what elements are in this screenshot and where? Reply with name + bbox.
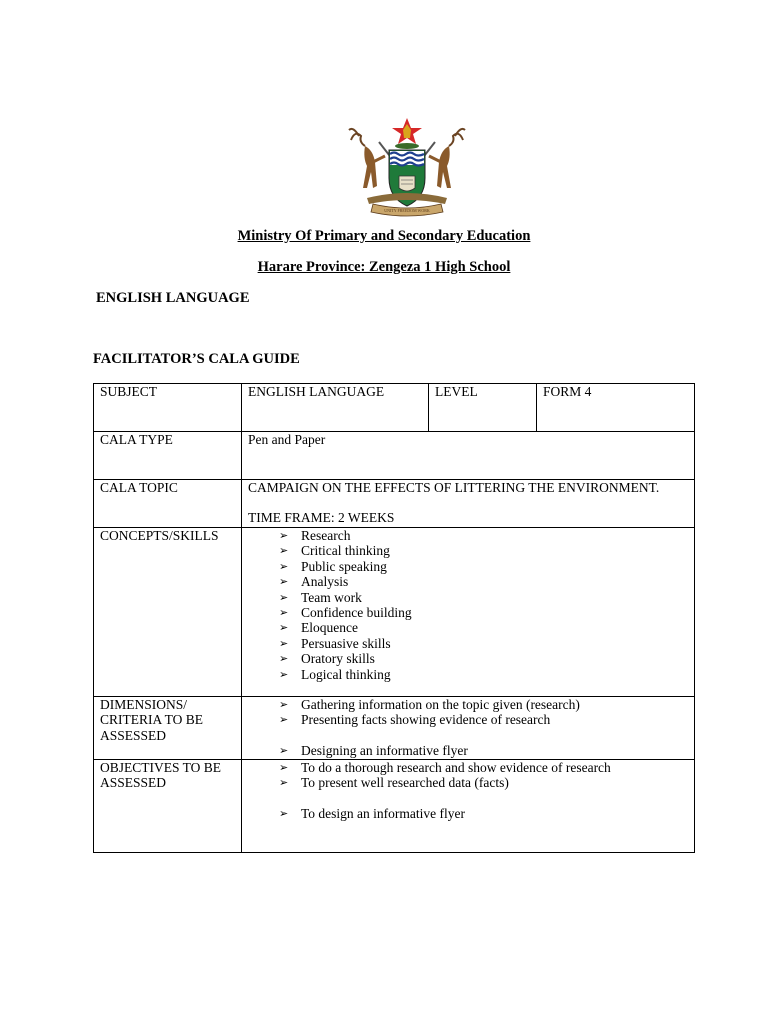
list-item-text: Logical thinking [301, 666, 391, 682]
list-item [279, 605, 688, 620]
level-value: FORM 4 [543, 384, 592, 399]
list-item-text: Confidence building [301, 605, 412, 621]
subject-label: SUBJECT [100, 384, 158, 399]
guide-title: FACILITATOR’S CALA GUIDE [93, 351, 300, 367]
arrow-bullet-icon: ➢ [279, 713, 289, 727]
objectives-label: ASSESSED [100, 775, 167, 791]
arrow-bullet-icon: ➢ [279, 760, 289, 774]
dimensions-label: ASSESSED [100, 727, 167, 743]
list-item [279, 697, 688, 712]
arrow-bullet-icon: ➢ [279, 575, 289, 589]
list-item [279, 775, 688, 790]
left-kudu-icon [349, 129, 385, 188]
level-label-cell [429, 384, 537, 432]
topic-value-cell [242, 480, 695, 528]
objectives-list [248, 760, 688, 822]
arrow-bullet-icon: ➢ [279, 590, 289, 604]
arrow-bullet-icon: ➢ [279, 636, 289, 650]
arrow-bullet-icon: ➢ [279, 744, 289, 758]
list-item-text: To design an informative flyer [301, 805, 466, 821]
list-item-text: Team work [301, 589, 362, 605]
dimensions-label: DIMENSIONS/ [100, 697, 188, 712]
list-item [279, 620, 688, 635]
arrow-bullet-icon: ➢ [279, 776, 289, 790]
concepts-list [248, 528, 688, 682]
list-item-text: To do a thorough research and show evidence of research [301, 759, 611, 775]
list-item [279, 667, 688, 682]
list-item [279, 528, 688, 543]
list-item [279, 712, 688, 727]
level-label: LEVEL [435, 384, 478, 399]
type-value-cell [242, 432, 695, 480]
table-row-subject [94, 384, 695, 432]
objectives-label: OBJECTIVES TO BE [100, 759, 222, 775]
subject-value: ENGLISH LANGUAGE [248, 384, 385, 399]
dimensions-list-cell [242, 697, 695, 760]
list-item-text: Gathering information on the topic given (research) [301, 697, 580, 712]
list-item-text: Eloquence [301, 620, 358, 636]
list-item-text: Persuasive skills [301, 635, 391, 651]
type-label: CALA TYPE [100, 432, 173, 447]
list-item [279, 806, 688, 821]
arrow-bullet-icon: ➢ [279, 606, 289, 620]
arrow-bullet-icon: ➢ [279, 698, 289, 711]
list-item [279, 543, 688, 558]
arrow-bullet-icon: ➢ [279, 529, 289, 542]
type-label-cell [94, 432, 242, 480]
list-item-text: Designing an informative flyer [301, 743, 468, 759]
arrow-bullet-icon: ➢ [279, 559, 289, 573]
list-item [279, 574, 688, 589]
list-item [279, 651, 688, 666]
dimensions-list [248, 697, 688, 759]
cala-guide-table [93, 383, 695, 853]
subject-heading: ENGLISH LANGUAGE [96, 290, 250, 306]
concepts-label: CONCEPTS/SKILLS [100, 528, 219, 543]
arrow-bullet-icon: ➢ [279, 621, 289, 635]
list-item [279, 743, 688, 758]
province-heading: Harare Province: Zengeza 1 High School [257, 259, 511, 275]
objectives-list-cell [242, 759, 695, 852]
list-item [279, 636, 688, 651]
subject-value-cell [242, 384, 429, 432]
dimensions-label-cell [94, 697, 242, 760]
list-item-text: Presenting facts showing evidence of research [301, 712, 551, 728]
arrow-bullet-icon: ➢ [279, 667, 289, 681]
concepts-list-cell [242, 528, 695, 697]
arrow-bullet-icon: ➢ [279, 544, 289, 558]
list-item-text: Critical thinking [301, 543, 390, 559]
list-item-text: Public speaking [301, 558, 387, 574]
topic-label-cell [94, 480, 242, 528]
list-item-text: Research [301, 528, 351, 543]
table-row-concepts [94, 528, 695, 697]
list-item-text: Analysis [301, 574, 349, 590]
topic-label: CALA TOPIC [100, 480, 178, 495]
type-value: Pen and Paper [248, 432, 326, 447]
table-row-topic [94, 480, 695, 528]
list-item [279, 590, 688, 605]
list-item-text: Oratory skills [301, 651, 375, 667]
coat-of-arms-icon [345, 116, 469, 218]
objectives-label-cell [94, 759, 242, 852]
table-row-type [94, 432, 695, 480]
time-frame: TIME FRAME: 2 WEEKS [248, 510, 395, 526]
subject-label-cell [94, 384, 242, 432]
topic-value: CAMPAIGN ON THE EFFECTS OF LITTERING THE ENVIRONMENT. [248, 480, 660, 495]
table-row-dimensions [94, 697, 695, 760]
list-item-text: To present well researched data (facts) [301, 775, 509, 791]
dimensions-label: CRITERIA TO BE [100, 712, 204, 728]
table-row-objectives [94, 759, 695, 852]
arrow-bullet-icon: ➢ [279, 652, 289, 666]
list-item [279, 760, 688, 775]
ministry-heading: Ministry Of Primary and Secondary Education [237, 228, 531, 244]
list-item [279, 559, 688, 574]
concepts-label-cell [94, 528, 242, 697]
level-value-cell [537, 384, 695, 432]
arrow-bullet-icon: ➢ [279, 806, 289, 820]
svg-text:UNITY FREEDOM WORK: UNITY FREEDOM WORK [384, 208, 430, 213]
right-kudu-icon [429, 129, 465, 188]
